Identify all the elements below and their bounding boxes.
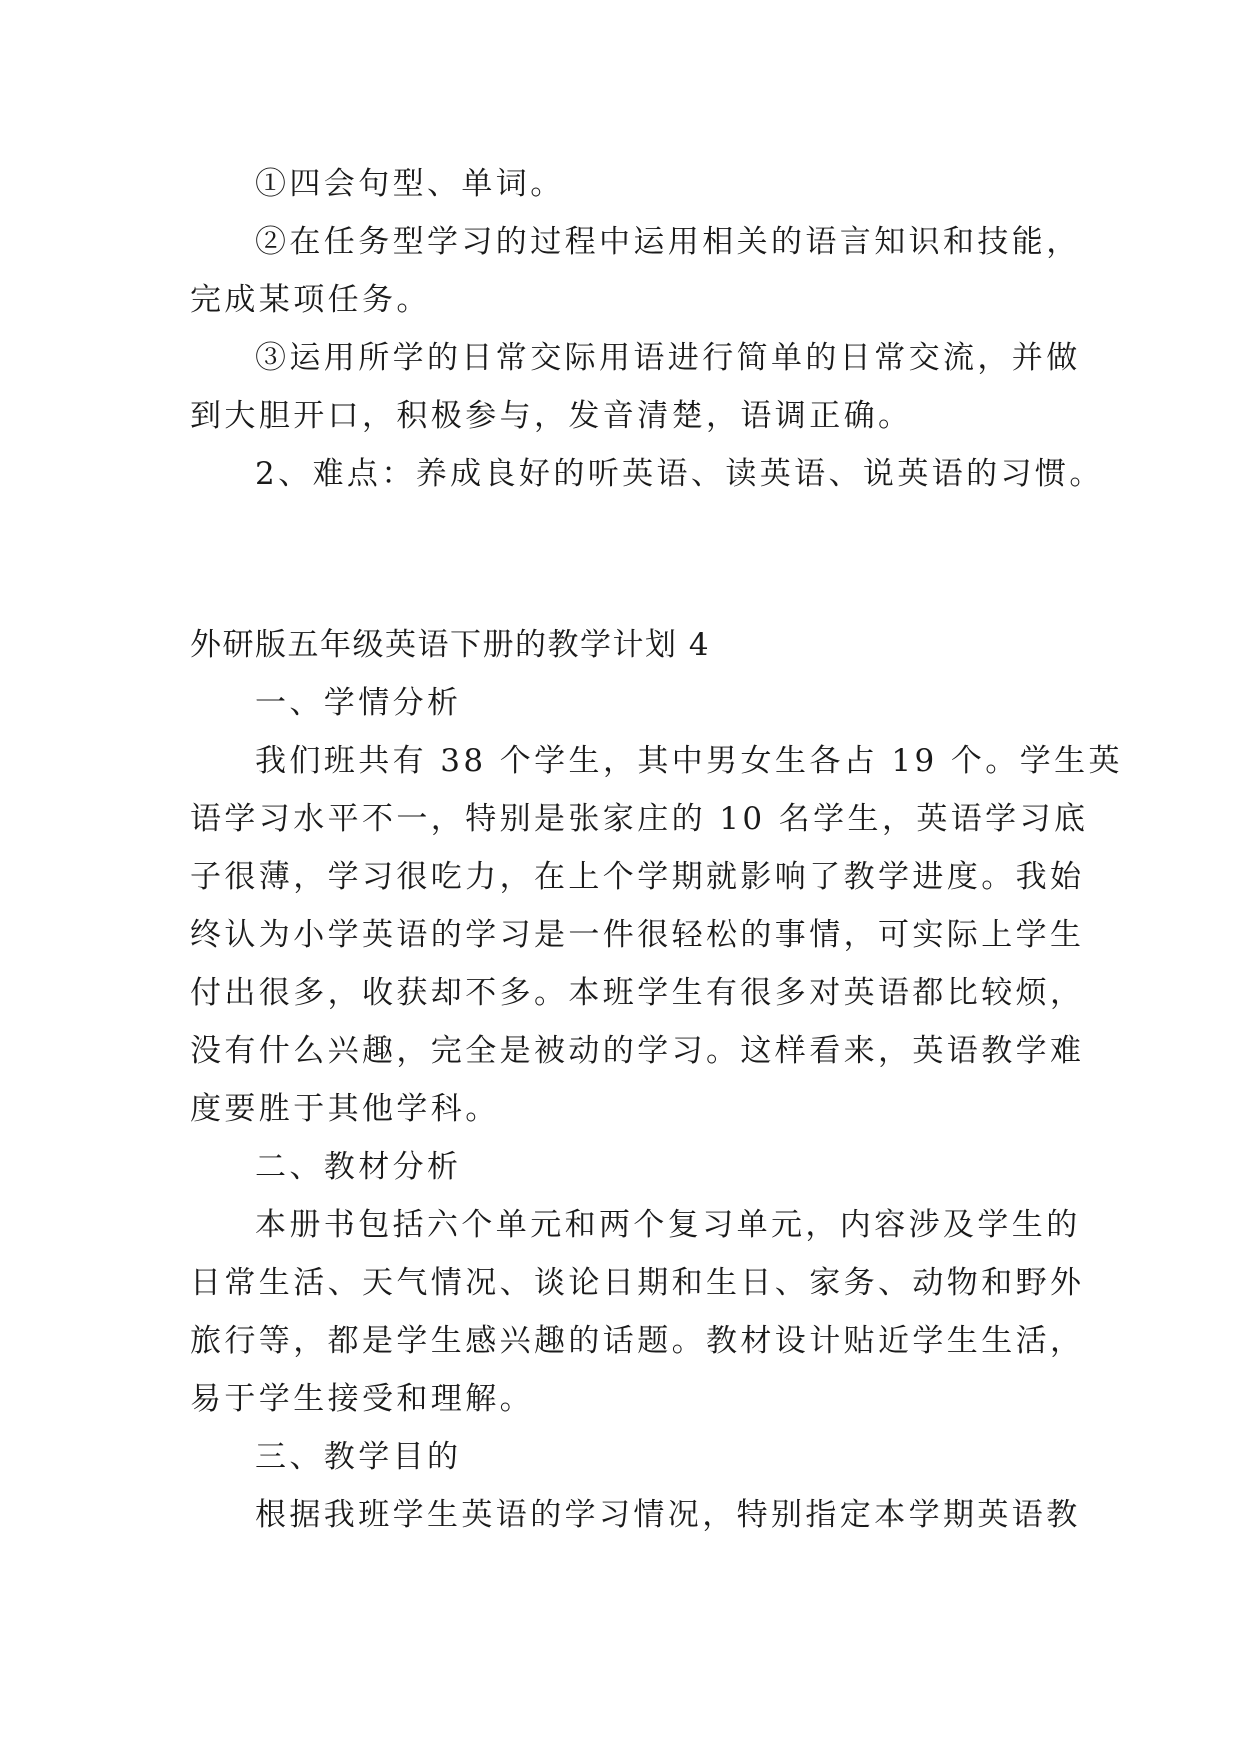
section-title: 外研版五年级英语下册的教学计划 4 xyxy=(190,627,711,663)
paragraph-line: 根据我班学生英语的学习情况，特别指定本学期英语教 xyxy=(255,1497,1081,1533)
paragraph-line: 易于学生接受和理解。 xyxy=(190,1381,534,1417)
difficulty-point: 2、难点：养成良好的听英语、读英语、说英语的习惯。 xyxy=(255,456,1104,492)
objective-item-2-line-1: ②在任务型学习的过程中运用相关的语言知识和技能， xyxy=(255,224,1081,260)
paragraph-line: 终认为小学英语的学习是一件很轻松的事情，可实际上学生 xyxy=(190,917,1085,953)
objective-item-2-line-2: 完成某项任务。 xyxy=(190,282,431,318)
paragraph-line: 度要胜于其他学科。 xyxy=(190,1091,500,1127)
objective-item-3-line-1: ③运用所学的日常交际用语进行简单的日常交流，并做 xyxy=(255,340,1081,376)
paragraph-line: 没有什么兴趣，完全是被动的学习。这样看来，英语教学难 xyxy=(190,1033,1085,1069)
objective-item-1: ①四会句型、单词。 xyxy=(255,166,565,202)
paragraph-line: 我们班共有 38 个学生，其中男女生各占 19 个。学生英 xyxy=(255,743,1123,779)
heading-textbook-analysis: 二、教材分析 xyxy=(255,1149,462,1185)
paragraph-line: 子很薄，学习很吃力，在上个学期就影响了教学进度。我始 xyxy=(190,859,1085,895)
paragraph-line: 付出很多，收获却不多。本班学生有很多对英语都比较烦， xyxy=(190,975,1085,1011)
heading-student-analysis: 一、学情分析 xyxy=(255,685,462,721)
paragraph-line: 旅行等，都是学生感兴趣的话题。教材设计贴近学生生活， xyxy=(190,1323,1085,1359)
paragraph-line: 日常生活、天气情况、谈论日期和生日、家务、动物和野外 xyxy=(190,1265,1085,1301)
paragraph-line: 语学习水平不一，特别是张家庄的 10 名学生，英语学习底 xyxy=(190,801,1089,837)
objective-item-3-line-2: 到大胆开口，积极参与，发音清楚，语调正确。 xyxy=(190,398,913,434)
paragraph-line: 本册书包括六个单元和两个复习单元，内容涉及学生的 xyxy=(255,1207,1081,1243)
heading-teaching-goals: 三、教学目的 xyxy=(255,1439,462,1475)
